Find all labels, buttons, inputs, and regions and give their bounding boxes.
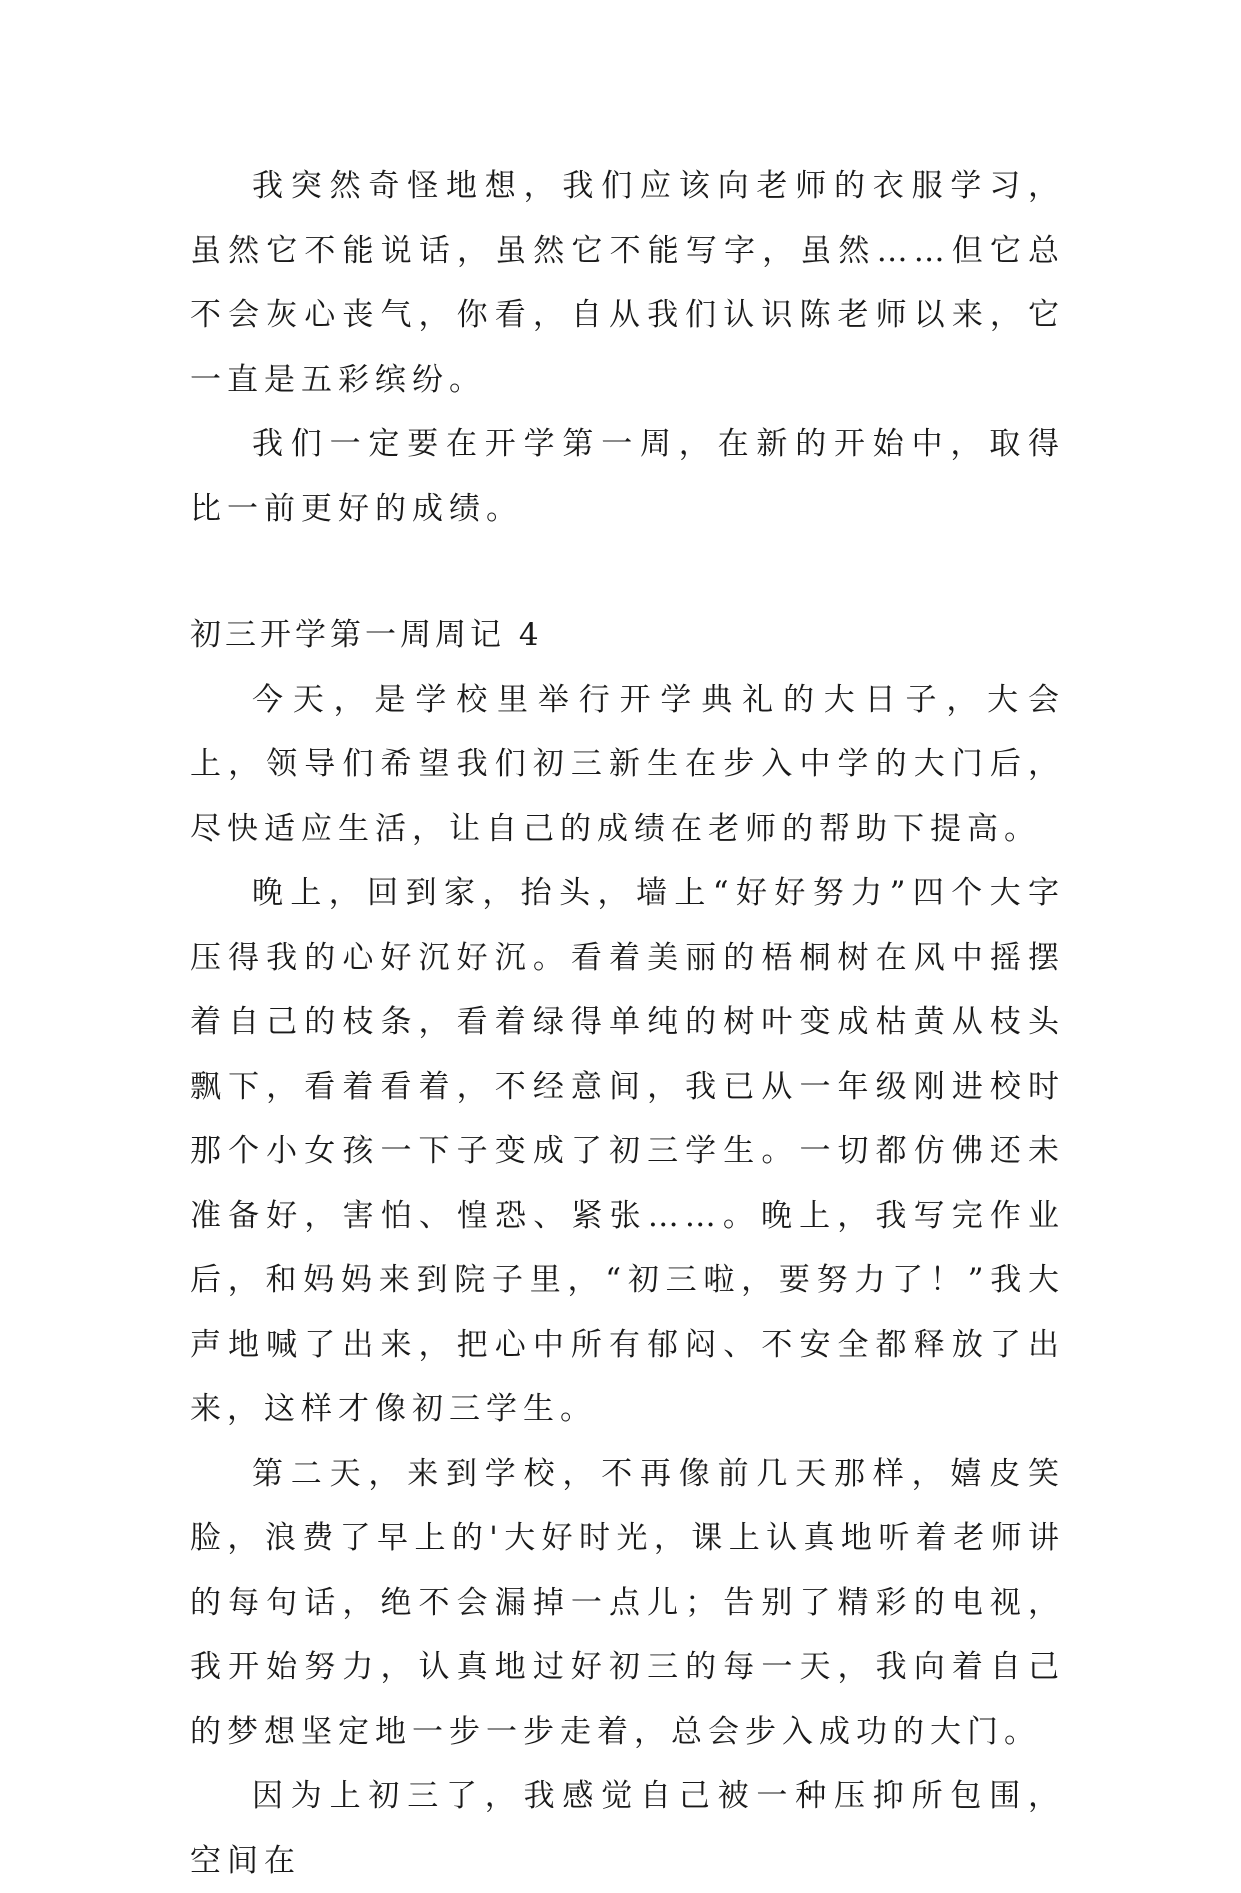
- paragraph: 今天，是学校里举行开学典礼的大日子，大会上，领导们希望我们初三新生在步入中学的大门后，尽快适应生活，让自己的成绩在老师的帮助下提高。: [190, 681, 1065, 847]
- paragraph: 我们一定要在开学第一周，在新的开始中，取得比一前更好的成绩。: [190, 426, 1065, 527]
- section-title: 初三开学第一周周记 4: [190, 617, 543, 653]
- paragraph: 晚上，回到家，抬头，墙上“好好努力”四个大字压得我的心好沉好沉。看着美丽的梧桐树在风中摇摆着自己的枝条，看着绿得单纯的树叶变成枯黄从枝头飘下，看着看着，不经意间，我已从一年级刚进校时那个小女孩一下子变成了初三学生。一切都仿佛还未准备好，害怕、惶恐、紧张……。晚上，我写完作业后，和妈妈来到院子里，“初三啦，要努力了！”我大声地喊了出来，把心中所有郁闷、不安全都释放了出来，这样才像初三学生。: [190, 875, 1065, 1427]
- paragraph: 第二天，来到学校，不再像前几天那样，嬉皮笑脸，浪费了早上的'大好时光，课上认真地听着老师讲的每句话，绝不会漏掉一点儿；告别了精彩的电视，我开始努力，认真地过好初三的每一天，我向着自己的梦想坚定地一步一步走着，总会步入成功的大门。: [190, 1455, 1065, 1750]
- paragraph: 我突然奇怪地想，我们应该向老师的衣服学习，虽然它不能说话，虽然它不能写字，虽然……但它总不会灰心丧气，你看，自从我们认识陈老师以来，它一直是五彩缤纷。: [190, 168, 1065, 398]
- document-body: [190, 154, 1065, 1893]
- paragraph: 因为上初三了，我感觉自己被一种压抑所包围，空间在: [190, 1778, 1065, 1879]
